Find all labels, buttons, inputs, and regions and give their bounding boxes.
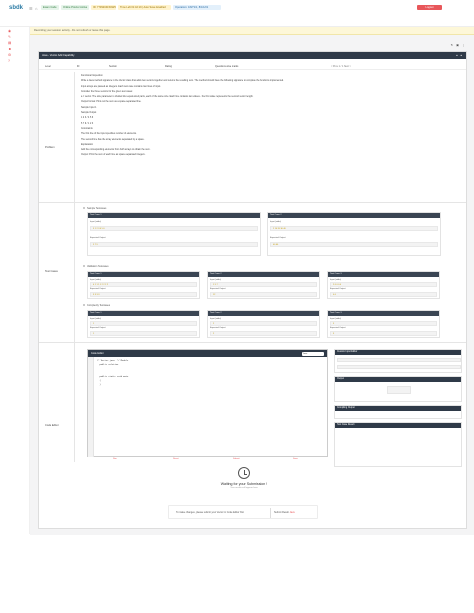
test-case-input-label: Input (stdin)	[90, 318, 101, 320]
card-title: Java - Vector Add Capability	[42, 54, 75, 57]
home-icon[interactable]: ⌂	[35, 6, 38, 11]
test-case-input-value: 3	[330, 321, 437, 326]
test-case-output-label: Expected Output	[210, 327, 226, 329]
sidebar-exam-icon[interactable]: ✎	[8, 35, 11, 39]
row-divider	[39, 342, 466, 343]
problem-line: Write a Java method signature in the Vector class that adds two vectors together and returns the resulting sum. The method should have the following signature to complete the functions implemented.	[81, 80, 284, 83]
test-case-input-label: Input (stdin)	[210, 318, 221, 320]
output-title: Output	[335, 377, 461, 382]
code-text[interactable]: /* Vector.java */ Module public solution public static void main { }	[97, 360, 129, 386]
test-result-title: Test Case Result	[335, 423, 461, 428]
output-box	[387, 386, 411, 394]
column-divider	[74, 72, 75, 462]
status-pill: Operators: 1/8/71/1, 8/1/1/01	[173, 5, 221, 10]
bullet-icon	[83, 304, 85, 306]
more-icon[interactable]: ⋮	[462, 43, 468, 47]
top-bar	[0, 0, 474, 27]
run-button[interactable]: Run	[113, 458, 117, 460]
test-case-input-value: 1	[90, 321, 197, 326]
test-case-output-label: Expected Output	[210, 288, 226, 290]
problem-statement	[81, 74, 461, 159]
editor-header	[88, 350, 327, 357]
test-case-output-value: 0 0	[330, 292, 437, 297]
card-header	[39, 52, 466, 59]
test-case-input-label: Input (stdin)	[330, 279, 341, 281]
submit-button[interactable]: Submit	[233, 458, 240, 460]
test-result-panel	[334, 422, 462, 467]
save-button[interactable]: Save	[293, 458, 298, 460]
bottom-action-bar	[168, 505, 318, 519]
language-select[interactable]: Java	[302, 352, 324, 356]
editor-footer	[87, 458, 328, 462]
test-case-input-label: Input (stdin)	[210, 279, 221, 281]
problem-line: 5 7 9 / 1 2 3	[81, 122, 94, 125]
main-area	[30, 35, 474, 535]
line-gutter	[88, 357, 94, 457]
meta-id: ID	[77, 65, 80, 68]
clock-icon	[238, 467, 250, 479]
bottom-hint: To make changes, please submit your Vector in Code Editor first	[176, 511, 244, 514]
test-case-output-label: Expected Output	[90, 327, 106, 329]
main-toolbar	[451, 43, 468, 47]
test-case-title: Test Case 3	[328, 311, 439, 316]
reset-button[interactable]: Reset	[173, 458, 179, 460]
submit-result-button[interactable]: Submit Result Java	[274, 511, 295, 514]
test-case-input-label: Input (stdin)	[90, 279, 101, 281]
problem-line: Output format: Print out the sum as a space-separated line.	[81, 101, 142, 104]
problem-line: Functional Inspection	[81, 75, 103, 77]
refresh-icon[interactable]: ↻	[450, 43, 457, 47]
problem-line: The first line of the input specifies number of elements.	[81, 133, 137, 136]
test-case-input-value: 2 0 0 0 0	[330, 282, 437, 287]
menu-icon[interactable]: ☰	[29, 6, 33, 11]
test-case-title: Test Case 2	[268, 213, 440, 218]
row-label-test-cases: Test Cases	[45, 270, 58, 273]
test-case-card	[87, 310, 200, 338]
test-case-card	[87, 271, 200, 299]
sample-section-title: Sample Testcases	[83, 207, 106, 210]
problem-line: Explanation	[81, 143, 94, 146]
test-case-output-value: 2	[210, 331, 317, 336]
custom-input-title: Custom Input Editor	[335, 350, 461, 355]
test-case-input-label: Input (stdin)	[90, 221, 101, 223]
problem-line: Consider the three vectors for the given test cases:	[81, 90, 133, 93]
bullet-icon	[83, 207, 85, 209]
waiting-subtitle: Your results will appear here	[230, 487, 258, 489]
sidebar-report-icon[interactable]: ▤	[8, 41, 12, 45]
custom-input-panel	[334, 349, 462, 373]
sidebar-users-icon[interactable]: ☻	[8, 47, 12, 51]
test-case-card	[207, 271, 320, 299]
custom-input-field-2[interactable]	[337, 365, 461, 369]
problem-line: Sample Input 1	[81, 106, 97, 109]
test-case-output-label: Expected Output	[330, 288, 346, 290]
test-case-output-value: 12	[210, 292, 317, 297]
test-case-output-value: 3	[330, 331, 437, 336]
output-panel	[334, 376, 462, 402]
test-case-input-value: 1 5 7	[210, 282, 317, 287]
meta-questions: Questions wise marks	[215, 65, 239, 68]
test-case-output-value: 5 7 9	[90, 242, 258, 247]
problem-line: a = vector. The size parameter is divided into equal-sized parts, each of the same size. Each line contains two values - the first value represents the second vector length.	[81, 96, 254, 99]
sidebar-help-icon[interactable]: ?	[8, 59, 10, 63]
bottom-divider	[270, 508, 271, 518]
test-case-title: Test Case 2	[208, 272, 319, 277]
test-case-title: Test Case 3	[328, 272, 439, 277]
test-case-input-label: Input (stdin)	[270, 221, 281, 223]
problem-line: Sample Output	[81, 112, 97, 115]
problem-line: Add the corresponding elements from both arrays to obtain the sum.	[81, 149, 151, 152]
expand-icon[interactable]: ▣	[456, 43, 462, 47]
test-case-card	[327, 271, 440, 299]
test-case-card	[87, 212, 261, 256]
sidebar-settings-icon[interactable]: ⚙	[8, 53, 12, 57]
test-case-output-value: 3 3 3 3	[90, 292, 197, 297]
test-case-card	[267, 212, 441, 256]
meta-section: Section	[109, 65, 117, 68]
problem-line: Constraints	[81, 127, 93, 130]
problem-line: Input arrays are passed as integers. Each test case contains two lines of input.	[81, 85, 161, 88]
compiling-output-panel	[334, 405, 462, 419]
status-pill: ID: 7739204154925	[93, 6, 116, 9]
row-label-code-editor: Code Editor	[45, 424, 59, 427]
complexity-section-title: Complexity Testcases	[83, 304, 110, 307]
sidebar	[0, 27, 30, 534]
card-options-icon[interactable]: ● ●	[456, 54, 463, 57]
sidebar-dashboard-icon[interactable]: ◉	[8, 29, 12, 33]
bullet-icon	[83, 265, 85, 267]
editor-title: Code Editor	[91, 352, 104, 355]
meta-level: Level	[45, 65, 51, 68]
test-case-title: Test Case 1	[88, 311, 199, 316]
problem-line: The second line has the array elements separated by a space.	[81, 138, 145, 141]
waiting-placeholder	[169, 467, 319, 489]
waiting-title: Waiting for your Submission !	[220, 482, 268, 486]
test-case-input-value: 2 10 20 30 40	[270, 226, 438, 231]
test-case-input-value: 2	[210, 321, 317, 326]
test-case-output-value: 1	[90, 331, 197, 336]
test-case-title: Test Case 1	[88, 272, 199, 277]
meta-rating: Rating	[165, 65, 172, 68]
test-case-input-value: 3 1 2 3 4 5 6	[90, 226, 258, 231]
row-divider	[39, 202, 466, 203]
status-pill: Online Proctor Active	[63, 6, 88, 9]
custom-input-field[interactable]	[337, 358, 461, 362]
logo: sbdk	[9, 5, 24, 11]
compiling-output-title: Compiling Output	[335, 406, 461, 411]
problem-line: Output: Print the sum of each line as space-separated integers.	[81, 154, 146, 157]
test-case-output-label: Expected Output	[330, 327, 346, 329]
test-case-card	[207, 310, 320, 338]
test-case-card	[327, 310, 440, 338]
validation-section-title: Validation Testcases	[83, 265, 109, 268]
test-case-output-label: Expected Output	[90, 237, 106, 239]
test-case-title: Test Case 1	[88, 213, 260, 218]
status-pill: Exam Code	[41, 5, 59, 10]
test-case-output-label: Expected Output	[90, 288, 106, 290]
question-card	[38, 51, 467, 529]
meta-pagination[interactable]: < Prev 1 / 1 Next >	[331, 65, 351, 68]
status-pill: Time Left 01:42:19 | Auto Save Enabled	[118, 5, 171, 10]
logout-button[interactable]: Logout	[417, 5, 442, 10]
code-editor[interactable]	[87, 349, 328, 457]
test-case-input-value: 4 1 1 1 1 2 2 2 2	[90, 282, 197, 287]
meta-row	[39, 64, 466, 70]
test-case-output-label: Expected Output	[270, 237, 286, 239]
test-case-output-value: 40 60	[270, 242, 438, 247]
notice-banner: Recording your session activity - Do not refresh or leave this page.	[30, 27, 474, 35]
problem-line: 1 2 3 / 4 5 6	[81, 117, 94, 120]
test-case-title: Test Case 2	[208, 311, 319, 316]
test-case-input-label: Input (stdin)	[330, 318, 341, 320]
row-label-problem: Problem	[45, 146, 55, 149]
